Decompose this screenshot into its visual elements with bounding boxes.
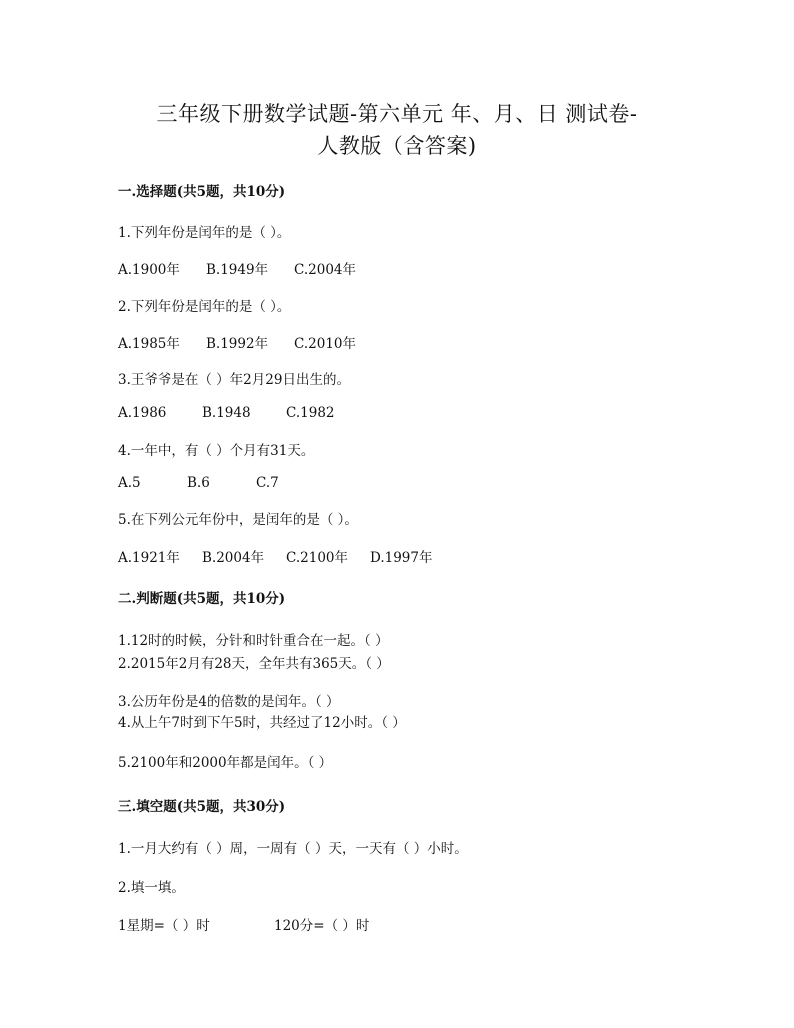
judgement-item: 5.2100年和2000年都是闰年。（ ）	[118, 755, 333, 771]
option-a: A.5	[118, 475, 141, 491]
option-b: B.1948	[202, 405, 251, 421]
option-b: B.1992年	[206, 336, 269, 352]
fill-item: 2.填一填。	[118, 880, 185, 896]
question-text: 2.下列年份是闰年的是（ ）。	[118, 299, 291, 315]
option-c: C.2010年	[294, 336, 356, 352]
option-a: A.1986	[118, 405, 167, 421]
document-title-line-2: 人教版（含答案)	[317, 134, 477, 158]
judgement-item: 4.从上午7时到下午5时，共经过了12小时。（ ）	[118, 715, 406, 731]
option-c: C.2004年	[294, 262, 356, 278]
judgement-item: 2.2015年2月有28天，全年共有365天。（ ）	[118, 656, 390, 672]
option-a: A.1985年	[118, 336, 180, 352]
option-b: B.1949年	[206, 262, 269, 278]
section-heading-fill-in: 三.填空题(共5题，共30分)	[118, 799, 286, 815]
option-c: C.7	[256, 475, 279, 491]
question-text: 4.一年中，有（ ）个月有31天。	[118, 443, 315, 459]
question-text: 5.在下列公元年份中，是闰年的是（ ）。	[118, 512, 358, 528]
document-title-line-1: 三年级下册数学试题-第六单元 年、月、日 测试卷-	[156, 102, 638, 126]
option-d: D.1997年	[370, 550, 433, 566]
section-heading-judgement: 二.判断题(共5题，共10分)	[118, 591, 286, 607]
question-text: 3.王爷爷是在（ ）年2月29日出生的。	[118, 372, 350, 388]
option-c: C.2100年	[286, 550, 348, 566]
judgement-item: 1.12时的时候，分针和时针重合在一起。（ ）	[118, 633, 389, 649]
option-b: B.2004年	[202, 550, 265, 566]
option-c: C.1982	[286, 405, 335, 421]
fill-subitem: 120分=（ ）时	[274, 918, 370, 934]
judgement-item: 3.公历年份是4的倍数的是闰年。（ ）	[118, 694, 340, 710]
section-heading-choice: 一.选择题(共5题，共10分)	[118, 184, 286, 200]
fill-item: 1.一月大约有（ ）周，一周有（ ）天，一天有（ ）小时。	[118, 841, 468, 857]
option-a: A.1921年	[118, 550, 180, 566]
option-b: B.6	[187, 475, 210, 491]
fill-subitem: 1星期=（ ）时	[118, 918, 210, 934]
option-a: A.1900年	[118, 262, 180, 278]
question-text: 1.下列年份是闰年的是（ ）。	[118, 225, 291, 241]
